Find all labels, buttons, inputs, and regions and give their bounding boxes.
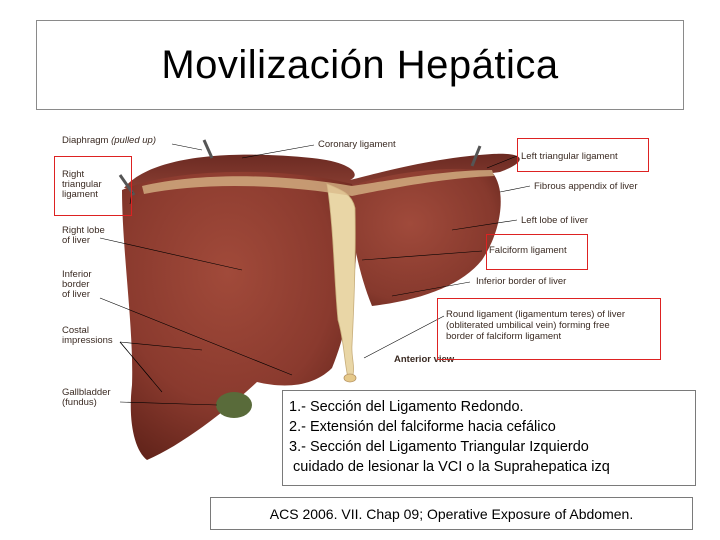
title-box (36, 20, 684, 110)
highlight-round-ligament (437, 298, 661, 360)
label-fibrous-appendix: Fibrous appendix of liver (534, 181, 638, 192)
reference-box (210, 497, 693, 530)
label-inferior-border-1: Inferior (62, 269, 92, 280)
label-inferior-border-2: border (62, 279, 90, 290)
label-round-3: border of falciform ligament (446, 331, 562, 342)
label-gallbladder-2: (fundus) (62, 397, 97, 408)
step-1: 1.- Sección del Ligamento Redondo. (289, 399, 524, 415)
steps-box (282, 390, 696, 486)
label-inferior-border-3: of liver (62, 289, 90, 300)
step-3: 3.- Sección del Ligamento Triangular Izquierdo (289, 439, 589, 455)
step-2: 2.- Extensión del falciforme hacia cefálico (289, 419, 556, 435)
label-right-lobe-1: Right lobe (62, 225, 105, 236)
label-right-triangular-2: triangular (62, 179, 102, 190)
label-right-triangular-1: Right (62, 169, 85, 180)
round-ligament-tip (344, 374, 356, 382)
highlight-left-triangular (517, 138, 649, 172)
step-3-note: cuidado de lesionar la VCI o la Suprahepatica izq (289, 459, 610, 475)
label-right-lobe-2: of liver (62, 235, 90, 246)
label-anterior-view: Anterior view (394, 354, 455, 365)
highlight-right-triangular (54, 156, 132, 216)
label-round-2: (obliterated umbilical vein) forming free (446, 320, 610, 331)
slide-title: Movilización Hepática (161, 42, 559, 87)
label-right-triangular-3: ligament (62, 189, 98, 200)
label-gallbladder-1: Gallbladder (62, 387, 111, 398)
label-costal-1: Costal (62, 325, 89, 336)
reference-text: ACS 2006. VII. Chap 09; Operative Exposure of Abdomen. (269, 505, 634, 522)
label-falciform: Falciform ligament (489, 245, 567, 256)
gallbladder-shape (216, 392, 252, 418)
label-round-1: Round ligament (ligamentum teres) of liver (446, 309, 625, 320)
label-left-lobe: Left lobe of liver (521, 215, 589, 226)
highlight-falciform (486, 234, 588, 270)
label-left-triangular: Left triangular ligament (521, 151, 618, 162)
label-diaphragm: Diaphragm (pulled up) (62, 135, 156, 146)
label-coronary: Coronary ligament (318, 139, 396, 150)
label-inferior-border-left: Inferior border of liver (476, 276, 567, 287)
label-costal-2: impressions (62, 335, 113, 346)
